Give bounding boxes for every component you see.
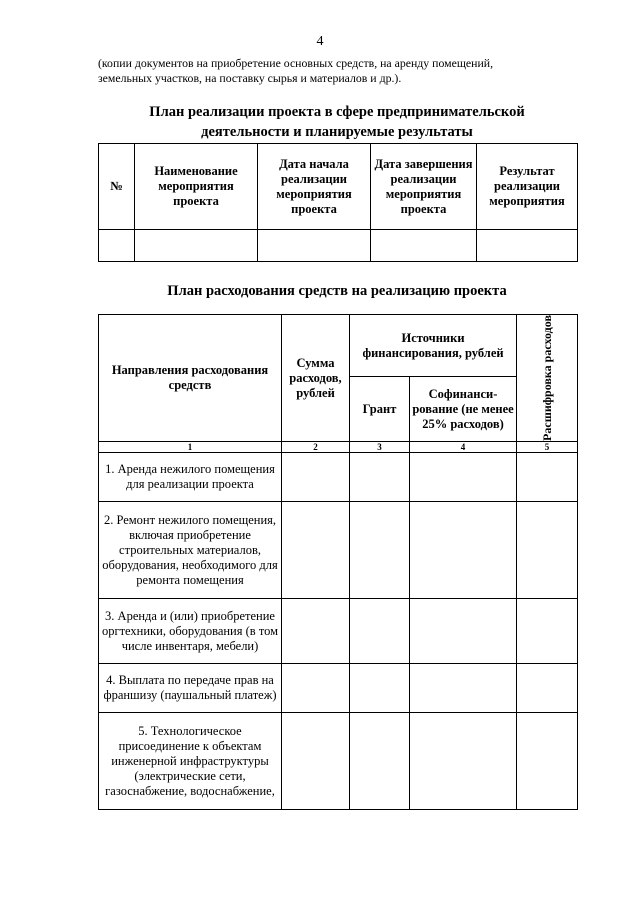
spending-direction: 1. Аренда нежилого помещения для реализации проекта <box>99 453 282 502</box>
cell-activity-name[interactable] <box>135 230 258 262</box>
cell-breakdown[interactable] <box>517 713 578 810</box>
header-activity-name: Наименование мероприятия проекта <box>135 144 258 230</box>
table-row <box>99 664 578 713</box>
cell-sum[interactable] <box>282 664 350 713</box>
cell-grant[interactable] <box>350 502 410 599</box>
implementation-title-line-1: План реализации проекта в сфере предпринимательской <box>149 104 525 120</box>
cell-start-date[interactable] <box>258 230 371 262</box>
header-start-date: Дата начала реализации мероприятия проекта <box>258 144 371 230</box>
column-number: 4 <box>410 442 517 453</box>
page-number: 4 <box>316 34 324 49</box>
cell-end-date[interactable] <box>371 230 477 262</box>
cell-result[interactable] <box>477 230 578 262</box>
cell-sum[interactable] <box>282 713 350 810</box>
spending-direction: 3. Аренда и (или) приобретение оргтехники, оборудования (в том числе инвентаря, мебели) <box>99 599 282 664</box>
implementation-empty-row <box>99 230 578 262</box>
header-result: Результат реализации мероприятия <box>477 144 578 230</box>
cell-sum[interactable] <box>282 599 350 664</box>
table-row <box>99 502 578 599</box>
cell-cofinancing[interactable] <box>410 713 517 810</box>
header-breakdown <box>517 315 578 442</box>
cell-number[interactable] <box>99 230 135 262</box>
implementation-title-line-2: деятельности и планируемые результаты <box>201 124 473 140</box>
intro-line-1: (копии документов на приобретение основных средств, на аренду помещений, <box>98 56 494 70</box>
cell-cofinancing[interactable] <box>410 599 517 664</box>
column-number: 3 <box>350 442 410 453</box>
intro-line-2: земельных участков, на поставку сырья и материалов и др.). <box>98 71 402 85</box>
intro-paragraph <box>98 56 576 86</box>
spending-header-row-1 <box>99 315 578 377</box>
header-grant: Грант <box>350 377 410 442</box>
implementation-plan-table <box>98 143 578 262</box>
spending-direction: 5. Технологическое присоединение к объектам инженерной инфраструктуры (электрические сети, газоснабжение, водоснабжение, <box>99 713 282 810</box>
header-end-date: Дата завершения реализации мероприятия проекта <box>371 144 477 230</box>
column-number-row <box>99 442 578 453</box>
header-number: № <box>99 144 135 230</box>
cell-breakdown[interactable] <box>517 502 578 599</box>
cell-breakdown[interactable] <box>517 453 578 502</box>
spending-direction: 4. Выплата по передаче прав на франшизу (паушальный платеж) <box>99 664 282 713</box>
table-row <box>99 599 578 664</box>
cell-sum[interactable] <box>282 453 350 502</box>
header-sum: Сумма расходов, рублей <box>282 315 350 442</box>
spending-plan-title: План расходования средств на реализацию проекта <box>167 283 507 299</box>
column-number: 5 <box>517 442 578 453</box>
implementation-header-row <box>99 144 578 230</box>
table-row <box>99 453 578 502</box>
breakdown-vertical-label: Расшифровка расходов <box>540 315 555 441</box>
cell-sum[interactable] <box>282 502 350 599</box>
spending-direction: 2. Ремонт нежилого помещения, включая приобретение строительных материалов, оборудования, необходимого для ремонта помещения <box>99 502 282 599</box>
cell-grant[interactable] <box>350 453 410 502</box>
header-direction: Направления расходования средств <box>99 315 282 442</box>
cell-breakdown[interactable] <box>517 664 578 713</box>
spending-plan-table <box>98 314 578 810</box>
column-number: 2 <box>282 442 350 453</box>
column-number: 1 <box>99 442 282 453</box>
cell-cofinancing[interactable] <box>410 664 517 713</box>
cell-grant[interactable] <box>350 713 410 810</box>
cell-cofinancing[interactable] <box>410 453 517 502</box>
implementation-plan-title <box>98 102 576 142</box>
table-row <box>99 713 578 810</box>
header-cofinancing: Софинанси-рование (не менее 25% расходов) <box>410 377 517 442</box>
cell-breakdown[interactable] <box>517 599 578 664</box>
header-sources: Источники финансирования, рублей <box>350 315 517 377</box>
cell-grant[interactable] <box>350 599 410 664</box>
cell-cofinancing[interactable] <box>410 502 517 599</box>
cell-grant[interactable] <box>350 664 410 713</box>
